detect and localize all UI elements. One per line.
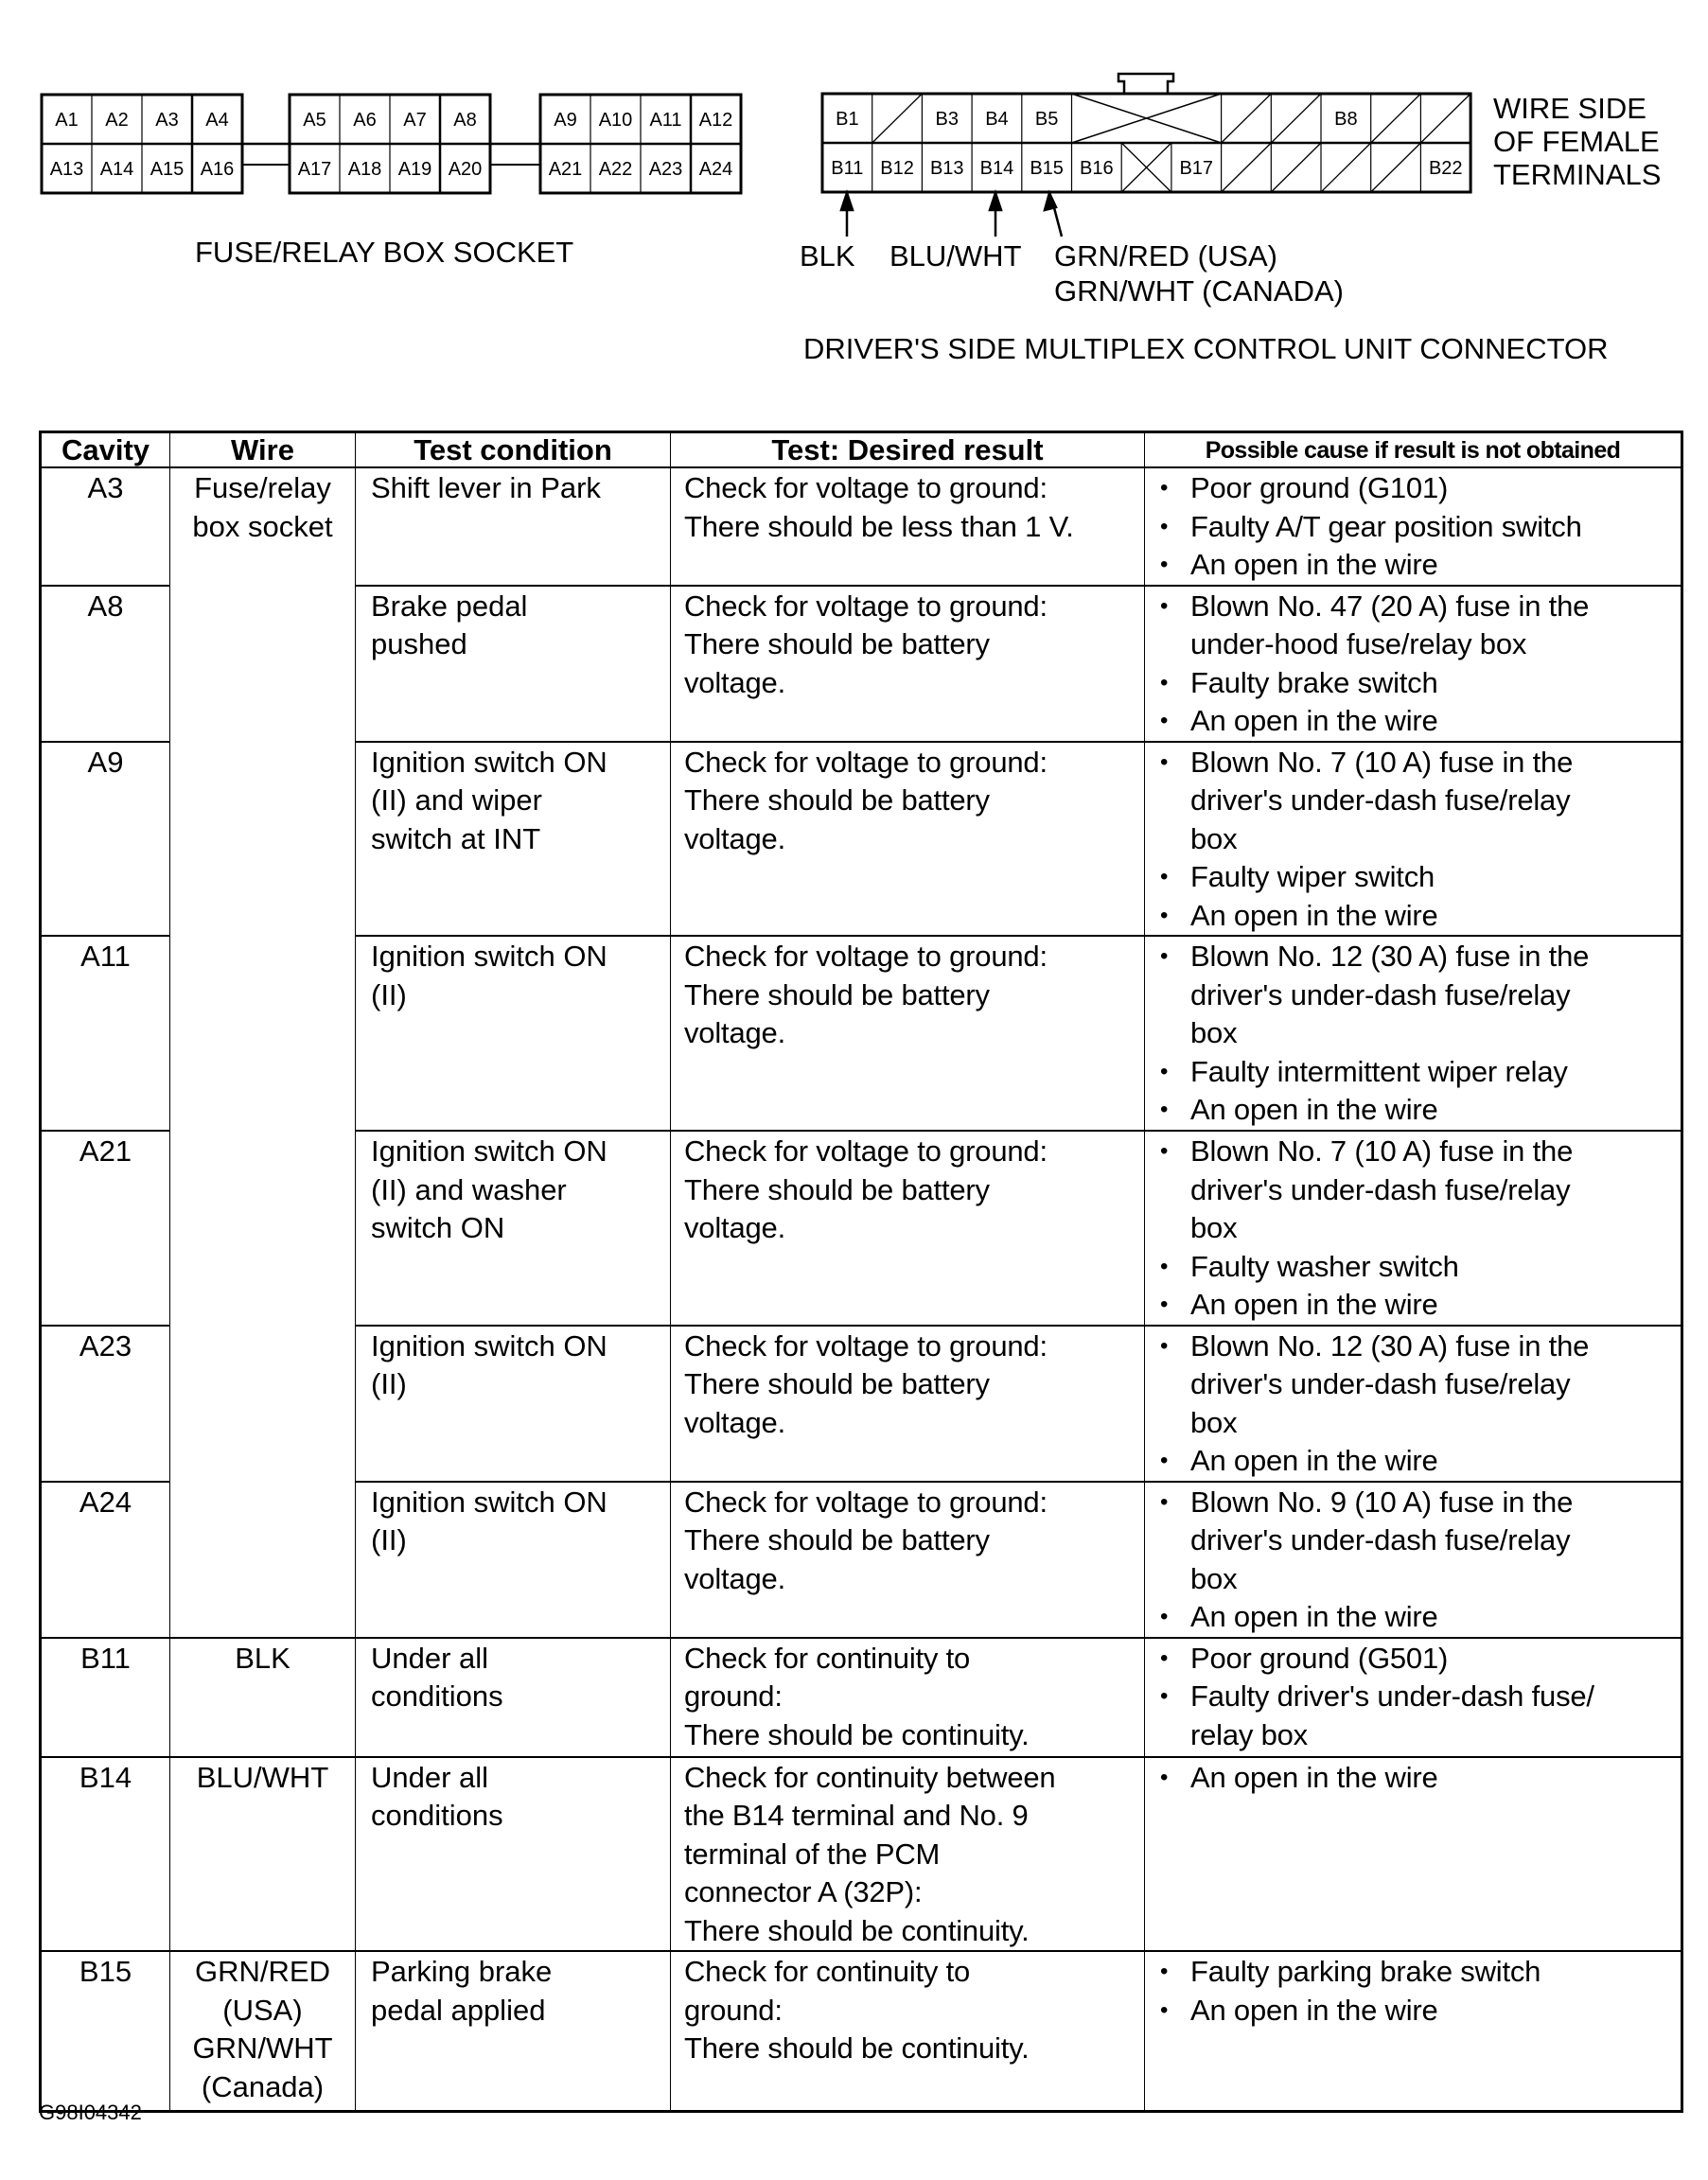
- socket-cavity-label: A21: [548, 159, 583, 180]
- cause-item: • Faulty brake switch: [1158, 664, 1681, 703]
- desired-result-cell: Check for voltage to ground: There should be battery voltage.: [671, 1482, 1145, 1638]
- connector-cavity-label: B12: [880, 158, 914, 179]
- cause-item: • Blown No. 47 (20 A) fuse in the under-hood fuse/relay box: [1158, 588, 1681, 664]
- mpcu-connector-title: DRIVER'S SIDE MULTIPLEX CONTROL UNIT CONNECTOR: [803, 332, 1609, 365]
- connector-diagrams: [0, 0, 1708, 416]
- test-condition-cell: Under all conditions: [356, 1757, 671, 1952]
- test-condition-cell: Ignition switch ON (II) and wiper switch at INT: [356, 742, 671, 937]
- causes-list: [1158, 469, 1681, 585]
- wire-side-label-1: WIRE SIDE: [1493, 92, 1646, 125]
- test-condition-cell: Brake pedal pushed: [356, 586, 671, 742]
- test-condition-cell: Ignition switch ON (II): [356, 936, 671, 1131]
- connector-cavity-label: B4: [985, 109, 1009, 130]
- socket-cavity-label: A1: [55, 110, 79, 131]
- socket-cavity-label: A10: [598, 110, 633, 131]
- cause-item: • Faulty A/T gear position switch: [1158, 508, 1681, 547]
- wire-side-label-2: OF FEMALE: [1493, 125, 1660, 158]
- cavity-cell: A11: [41, 936, 170, 1131]
- socket-cavity-label: A5: [303, 110, 326, 131]
- cause-item: • An open in the wire: [1158, 1598, 1681, 1637]
- cause-item: • Blown No. 12 (30 A) fuse in the driver's under-dash fuse/relay box: [1158, 1327, 1681, 1443]
- wire-cell: [170, 467, 356, 1638]
- socket-cavity-label: A18: [347, 159, 382, 180]
- desired-result-cell: Check for voltage to ground: There should be battery voltage.: [671, 742, 1145, 937]
- cavity-cell: B11: [41, 1638, 170, 1757]
- possible-causes-cell: [1145, 467, 1682, 586]
- causes-list: [1158, 938, 1681, 1130]
- cause-item: • An open in the wire: [1158, 1759, 1681, 1798]
- table-row: [41, 1757, 1682, 1952]
- test-condition-cell: Ignition switch ON (II): [356, 1482, 671, 1638]
- figure-id: G98I04342: [39, 2101, 142, 2124]
- possible-causes-cell: [1145, 1131, 1682, 1326]
- cause-item: • Faulty driver's under-dash fuse/ relay box: [1158, 1678, 1681, 1754]
- connector-cavity-label: B15: [1030, 158, 1064, 179]
- causes-list: [1158, 1640, 1681, 1755]
- blank-cavity-slash: [1371, 94, 1421, 143]
- possible-causes-cell: [1145, 586, 1682, 742]
- table-row: [41, 1951, 1682, 2111]
- wire-label-blk: BLK: [800, 239, 855, 272]
- desired-result-cell: Check for voltage to ground: There should be battery voltage.: [671, 1131, 1145, 1326]
- causes-list: [1158, 1133, 1681, 1325]
- cavity-cell: A24: [41, 1482, 170, 1638]
- desired-result-cell: Check for continuity to ground: There should be continuity.: [671, 1951, 1145, 2111]
- desired-result-cell: Check for voltage to ground: There should be battery voltage.: [671, 1326, 1145, 1482]
- causes-list: [1158, 744, 1681, 936]
- socket-cavity-label: A11: [649, 110, 682, 131]
- socket-cavity-label: A14: [99, 159, 134, 180]
- header-cavity: Cavity: [41, 432, 170, 468]
- connector-cavity-label: B5: [1034, 109, 1059, 130]
- socket-cavity-label: A3: [155, 110, 179, 131]
- socket-cavity-label: A6: [353, 110, 377, 131]
- causes-list: [1158, 1484, 1681, 1637]
- cause-item: • Blown No. 12 (30 A) fuse in the driver's under-dash fuse/relay box: [1158, 938, 1681, 1053]
- possible-causes-cell: [1145, 936, 1682, 1131]
- socket-cavity-label: A13: [49, 159, 84, 180]
- wire-label-grn-wht-canada: GRN/WHT (CANADA): [1054, 274, 1344, 308]
- socket-cavity-label: A9: [554, 110, 577, 131]
- possible-causes-cell: [1145, 1757, 1682, 1952]
- blank-cavity-slash: [1271, 143, 1321, 192]
- cause-item: • An open in the wire: [1158, 1286, 1681, 1325]
- desired-result-cell: Check for voltage to ground: There should be less than 1 V.: [671, 467, 1145, 586]
- test-condition-cell: Parking brake pedal applied: [356, 1951, 671, 2111]
- cause-item: • An open in the wire: [1158, 897, 1681, 936]
- cause-item: • Faulty wiper switch: [1158, 858, 1681, 897]
- possible-causes-cell: [1145, 1638, 1682, 1757]
- desired-result-cell: Check for voltage to ground: There should be battery voltage.: [671, 936, 1145, 1131]
- cause-item: • An open in the wire: [1158, 702, 1681, 741]
- cavity-cell: A21: [41, 1131, 170, 1326]
- socket-cavity-label: A15: [150, 159, 185, 180]
- blank-cavity-slash: [1222, 94, 1272, 143]
- socket-cavity-label: A8: [453, 110, 477, 131]
- fuse-relay-box-socket-diagram: [42, 95, 741, 193]
- socket-cavity-label: A12: [698, 110, 733, 131]
- possible-causes-cell: [1145, 1326, 1682, 1482]
- possible-causes-cell: [1145, 1482, 1682, 1638]
- cavity-test-table: [39, 431, 1683, 2113]
- socket-cavity-label: A20: [448, 159, 483, 180]
- test-condition-cell: Ignition switch ON (II) and washer switch ON: [356, 1131, 671, 1326]
- connector-latch: [1118, 74, 1173, 94]
- wire-cell: [170, 1757, 356, 1952]
- socket-cavity-label: A7: [403, 110, 427, 131]
- connector-cavity-label: B11: [831, 158, 864, 179]
- wire-label-grn-red-usa: GRN/RED (USA): [1054, 239, 1277, 272]
- causes-list: [1158, 1953, 1681, 2030]
- socket-cavity-label: A17: [297, 159, 332, 180]
- cause-item: • Faulty parking brake switch: [1158, 1953, 1681, 1992]
- table-row: [41, 467, 1682, 586]
- connector-cavity-label: B8: [1334, 109, 1358, 130]
- cause-item: • Poor ground (G501): [1158, 1640, 1681, 1679]
- wire-cell: [170, 1638, 356, 1757]
- cause-item: • Faulty intermittent wiper relay: [1158, 1053, 1681, 1092]
- blank-cavity-slash: [1371, 143, 1421, 192]
- wire-text: GRN/RED (USA) GRN/WHT (Canada): [192, 1955, 333, 2103]
- test-condition-cell: Shift lever in Park: [356, 467, 671, 586]
- blank-cavity-slash: [1420, 94, 1470, 143]
- cavity-cell: A23: [41, 1326, 170, 1482]
- desired-result-cell: Check for continuity to ground: There should be continuity.: [671, 1638, 1145, 1757]
- wire-label-blu-wht: BLU/WHT: [889, 239, 1022, 272]
- blank-cavity-slash: [872, 94, 923, 143]
- header-test-condition: Test condition: [356, 432, 671, 468]
- table-header-row: [41, 432, 1682, 468]
- wire-text: Fuse/relay box socket: [192, 471, 333, 543]
- fuse-relay-box-label: FUSE/RELAY BOX SOCKET: [195, 236, 574, 269]
- blank-cavity-slash: [1321, 143, 1371, 192]
- cause-item: • An open in the wire: [1158, 1992, 1681, 2031]
- test-condition-cell: Ignition switch ON (II): [356, 1326, 671, 1482]
- blank-cavity-slash: [1222, 143, 1272, 192]
- cause-item: • Blown No. 7 (10 A) fuse in the driver's under-dash fuse/relay box: [1158, 744, 1681, 859]
- cavity-cell: A9: [41, 742, 170, 937]
- causes-list: [1158, 1327, 1681, 1481]
- wire-cell: [170, 1951, 356, 2111]
- socket-cavity-label: A16: [200, 159, 235, 180]
- socket-cavity-label: A19: [397, 159, 432, 180]
- socket-cavity-label: A2: [105, 110, 129, 131]
- cause-item: • An open in the wire: [1158, 546, 1681, 585]
- desired-result-cell: Check for voltage to ground: There should be battery voltage.: [671, 586, 1145, 742]
- wire-arrows: [841, 193, 1062, 237]
- header-possible-cause: Possible cause if result is not obtained: [1145, 432, 1682, 468]
- connector-cavity-label: B13: [929, 158, 964, 179]
- connector-cavity-label: B14: [979, 158, 1014, 179]
- cause-item: • Poor ground (G101): [1158, 469, 1681, 508]
- multiplex-control-unit-connector-diagram: [822, 74, 1470, 192]
- socket-cavity-label: A23: [648, 159, 683, 180]
- socket-cavity-label: A4: [205, 110, 229, 131]
- socket-cavity-label: A22: [598, 159, 633, 180]
- wire-text: BLK: [235, 1641, 291, 1675]
- cavity-cell: B14: [41, 1757, 170, 1952]
- desired-result-cell: Check for continuity between the B14 terminal and No. 9 terminal of the PCM connector A (32P): There should be continuity.: [671, 1757, 1145, 1952]
- cavity-cell: A3: [41, 467, 170, 586]
- test-condition-cell: Under all conditions: [356, 1638, 671, 1757]
- blank-cavity-slash: [1271, 94, 1321, 143]
- cause-item: • Blown No. 9 (10 A) fuse in the driver's under-dash fuse/relay box: [1158, 1484, 1681, 1599]
- header-wire: Wire: [170, 432, 356, 468]
- causes-list: [1158, 588, 1681, 741]
- connector-cavity-label: B1: [836, 109, 859, 130]
- wire-text: BLU/WHT: [196, 1760, 329, 1794]
- cause-item: • An open in the wire: [1158, 1091, 1681, 1130]
- possible-causes-cell: [1145, 742, 1682, 937]
- causes-list: [1158, 1759, 1681, 1798]
- connector-cavity-label: B3: [935, 109, 959, 130]
- header-desired-result: Test: Desired result: [671, 432, 1145, 468]
- cavity-cell: B15: [41, 1951, 170, 2111]
- possible-causes-cell: [1145, 1951, 1682, 2111]
- cause-item: • Blown No. 7 (10 A) fuse in the driver's under-dash fuse/relay box: [1158, 1133, 1681, 1248]
- wire-side-label-3: TERMINALS: [1493, 158, 1662, 191]
- cause-item: • An open in the wire: [1158, 1442, 1681, 1481]
- connector-cavity-label: B22: [1428, 158, 1463, 179]
- socket-cavity-label: A24: [698, 159, 733, 180]
- connector-cavity-label: B16: [1080, 158, 1114, 179]
- cause-item: • Faulty washer switch: [1158, 1248, 1681, 1287]
- cavity-cell: A8: [41, 586, 170, 742]
- connector-cavity-label: B17: [1179, 158, 1214, 179]
- table-row: [41, 1638, 1682, 1757]
